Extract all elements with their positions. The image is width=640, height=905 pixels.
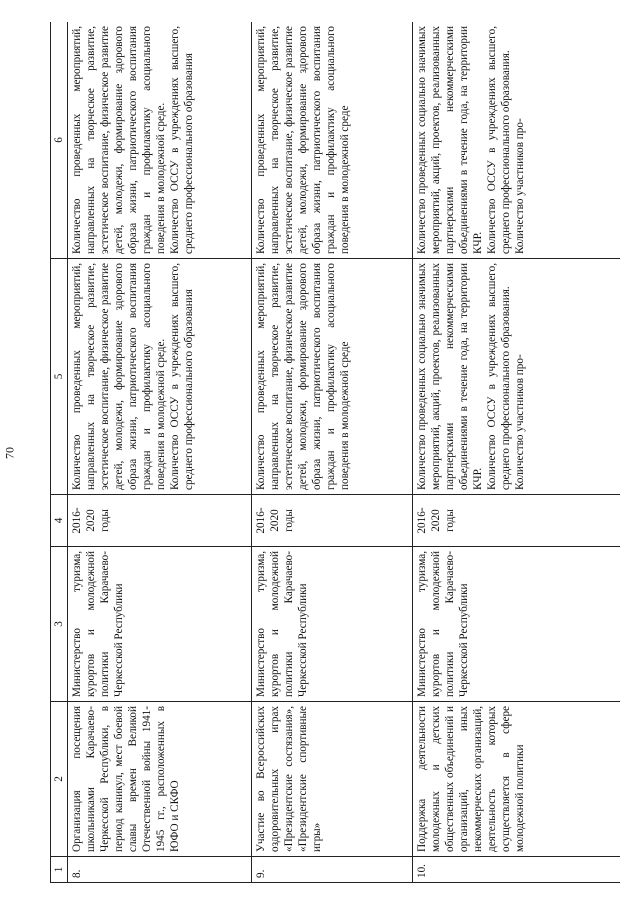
header-col-5: 5 xyxy=(51,259,68,495)
document-page xyxy=(50,22,620,883)
indicator-text: Количество ОССУ в учреждениях высшего, среднего профессионального образования. xyxy=(486,263,512,490)
period-cell: 2016-2020 годы xyxy=(252,495,413,547)
event-cell: Организация посещения школьниками Карачаево-Черкесской Республики, в период каникул, мест боевой славы времен Великой Отечественной войны 1941-1945 гг., расположенных в ЮФО и СКФО xyxy=(68,702,252,857)
page-number: 70 xyxy=(2,446,17,459)
table-row xyxy=(68,22,252,883)
event-cell: Поддержка деятельности молодежных и детских общественных объединений и организаций, иных некоммерческих организаций, деятельность которых осуществляется в сфере молодежной политики xyxy=(413,702,621,857)
executor-cell: Министерство туризма, курортов и молодежной политики Карачаево-Черкесской Республики xyxy=(68,547,252,702)
event-cell: Участие во Всероссийских оздоровительных играх «Президентские состязания», «Президентские спортивные игры» xyxy=(252,702,413,857)
period-cell: 2016-2020 годы xyxy=(413,495,621,547)
header-col-1: 1 xyxy=(51,857,68,883)
header-col-2: 2 xyxy=(51,702,68,857)
target-text: Количество проведенных мероприятий, направленных на творческое развитие, эстетическое воспитание, физическое развитие детей, молодежи, формирование здорового образа жизни, патриотического воспитания граждан и профилактику асоциального поведения в молодежной среде xyxy=(255,26,351,254)
target-cell xyxy=(413,22,621,259)
target-text: Количество ОССУ в учреждениях высшего, среднего профессионального образования. xyxy=(486,26,512,254)
indicator-text: Количество ОССУ в учреждениях высшего, среднего профессионального образования xyxy=(169,263,195,490)
header-col-6: 6 xyxy=(51,22,68,259)
executor-cell: Министерство туризма, курортов и молодежной политики Карачаево-Черкесской Республики xyxy=(413,547,621,702)
indicator-cell xyxy=(413,259,621,495)
program-table xyxy=(50,22,620,883)
row-number: 8. xyxy=(68,857,252,883)
row-number: 9. xyxy=(252,857,413,883)
indicator-text: Количество проведенных социально значимых мероприятий, акций, проектов, реализованных партнерскими некоммерческими объединениями в течение года, на территории КЧР. xyxy=(416,263,484,490)
indicator-text: Количество участников про- xyxy=(514,354,526,490)
target-text: Количество ОССУ в учреждениях высшего, среднего профессионального образования xyxy=(169,26,195,254)
rotated-table-container xyxy=(50,22,620,883)
target-cell xyxy=(252,22,413,259)
target-text: Количество проведенных мероприятий, направленных на творческое развитие, эстетическое воспитание, физическое развитие детей, молодежи, формирование здорового образа жизни, патриотического воспитания граждан и профилактику асоциального поведения в молодежной среде. xyxy=(71,26,167,254)
target-text: Количество проведенных социально значимых мероприятий, акций, проектов, реализованных партнерскими некоммерческими объединениями в течение года, на территории КЧР. xyxy=(416,26,484,254)
header-row xyxy=(51,22,68,883)
target-cell xyxy=(68,22,252,259)
indicator-text: Количество проведенных мероприятий, направленных на творческое развитие, эстетическое воспитание, физическое развитие детей, молодежи, формирование здорового образа жизни, патриотического воспитания граждан и профилактику асоциального поведения в молодежной среде. xyxy=(71,263,167,490)
row-number: 10. xyxy=(413,857,621,883)
table-row xyxy=(252,22,413,883)
header-col-3: 3 xyxy=(51,547,68,702)
period-cell: 2016-2020 годы xyxy=(68,495,252,547)
indicator-text: Количество проведенных мероприятий, направленных на творческое развитие, эстетическое воспитание, физическое развитие детей, молодежи, формирование здорового образа жизни, патриотического воспитания граждан и профилактику асоциального поведения в молодежной среде xyxy=(255,263,351,490)
indicator-cell xyxy=(252,259,413,495)
indicator-cell xyxy=(68,259,252,495)
header-col-4: 4 xyxy=(51,495,68,547)
executor-cell: Министерство туризма, курортов и молодежной политики Карачаево-Черкесской Республики xyxy=(252,547,413,702)
target-text: Количество участников про- xyxy=(514,118,526,254)
table-row xyxy=(413,22,621,883)
